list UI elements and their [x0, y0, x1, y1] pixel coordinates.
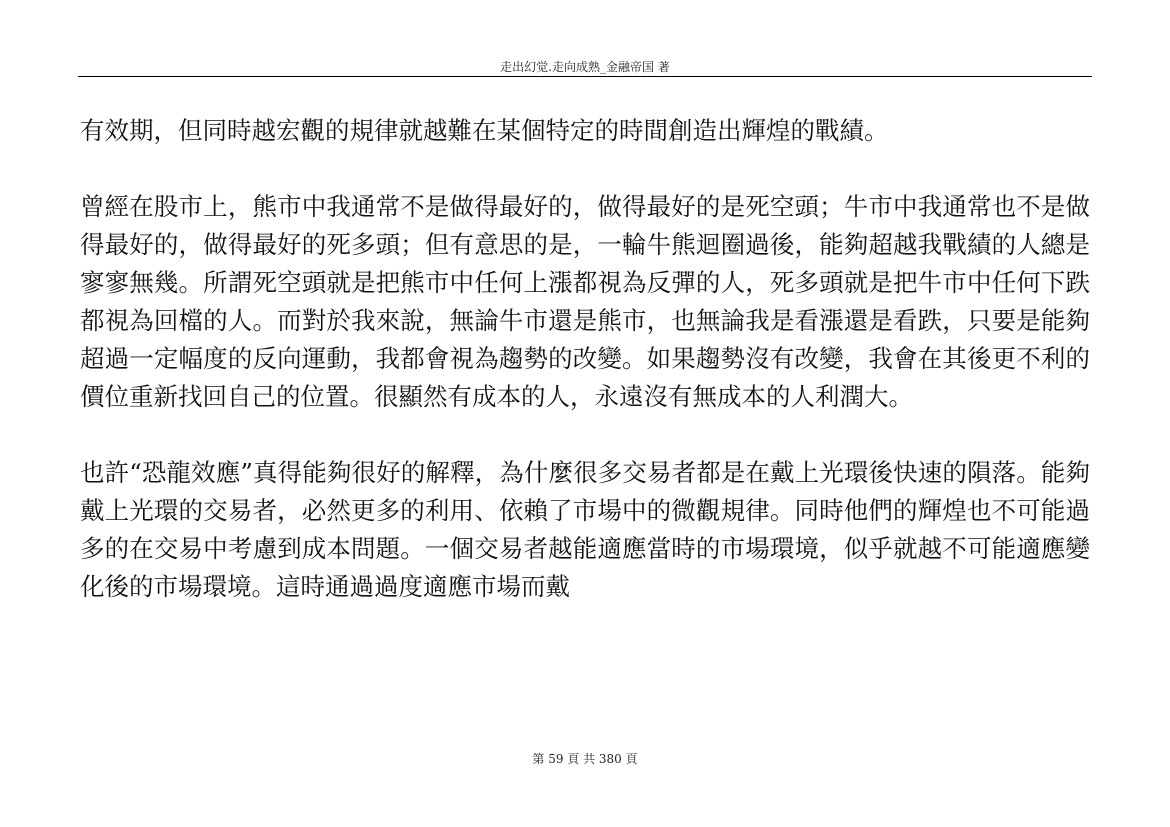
header-rule [78, 76, 1092, 77]
paragraph-1: 有效期，但同時越宏觀的規律就越難在某個特定的時間創造出輝煌的戰績。 [80, 116, 889, 145]
page-number-footer: 第 59 頁 共 380 頁 [532, 752, 638, 766]
page-body [80, 112, 1090, 606]
paragraph-2: 曾經在股市上，熊市中我通常不是做得最好的，做得最好的是死空頭；牛市中我通常也不是做得最好的，做得最好的死多頭；但有意思的是，一輪牛熊迴圈過後，能夠超越我戰績的人總是寥寥無幾。所謂死空頭就是把熊市中任何上漲都視為反彈的人，死多頭就是把牛市中任何下跌都視為回檔的人。而對於我來說，無論牛市還是熊市，也無論我是看漲還是看跌，只要是能夠超過一定幅度的反向運動，我都會視為趨勢的改變。如果趨勢沒有改變，我會在其後更不利的價位重新找回自己的位置。很顯然有成本的人，永遠沒有無成本的人利潤大。 [80, 192, 1090, 411]
paragraph-3: 也許“恐龍效應”真得能夠很好的解釋，為什麼很多交易者都是在戴上光環後快速的隕落。能夠戴上光環的交易者，必然更多的利用、依賴了市場中的微觀規律。同時他們的輝煌也不可能過多的在交易中考慮到成本問題。一個交易者越能適應當時的市場環境，似乎就越不可能適應變化後的市場環境。這時通過過度適應市場而戴 [80, 458, 1090, 601]
running-header: 走出幻觉.走向成熟_金融帝国 著 [500, 60, 670, 74]
